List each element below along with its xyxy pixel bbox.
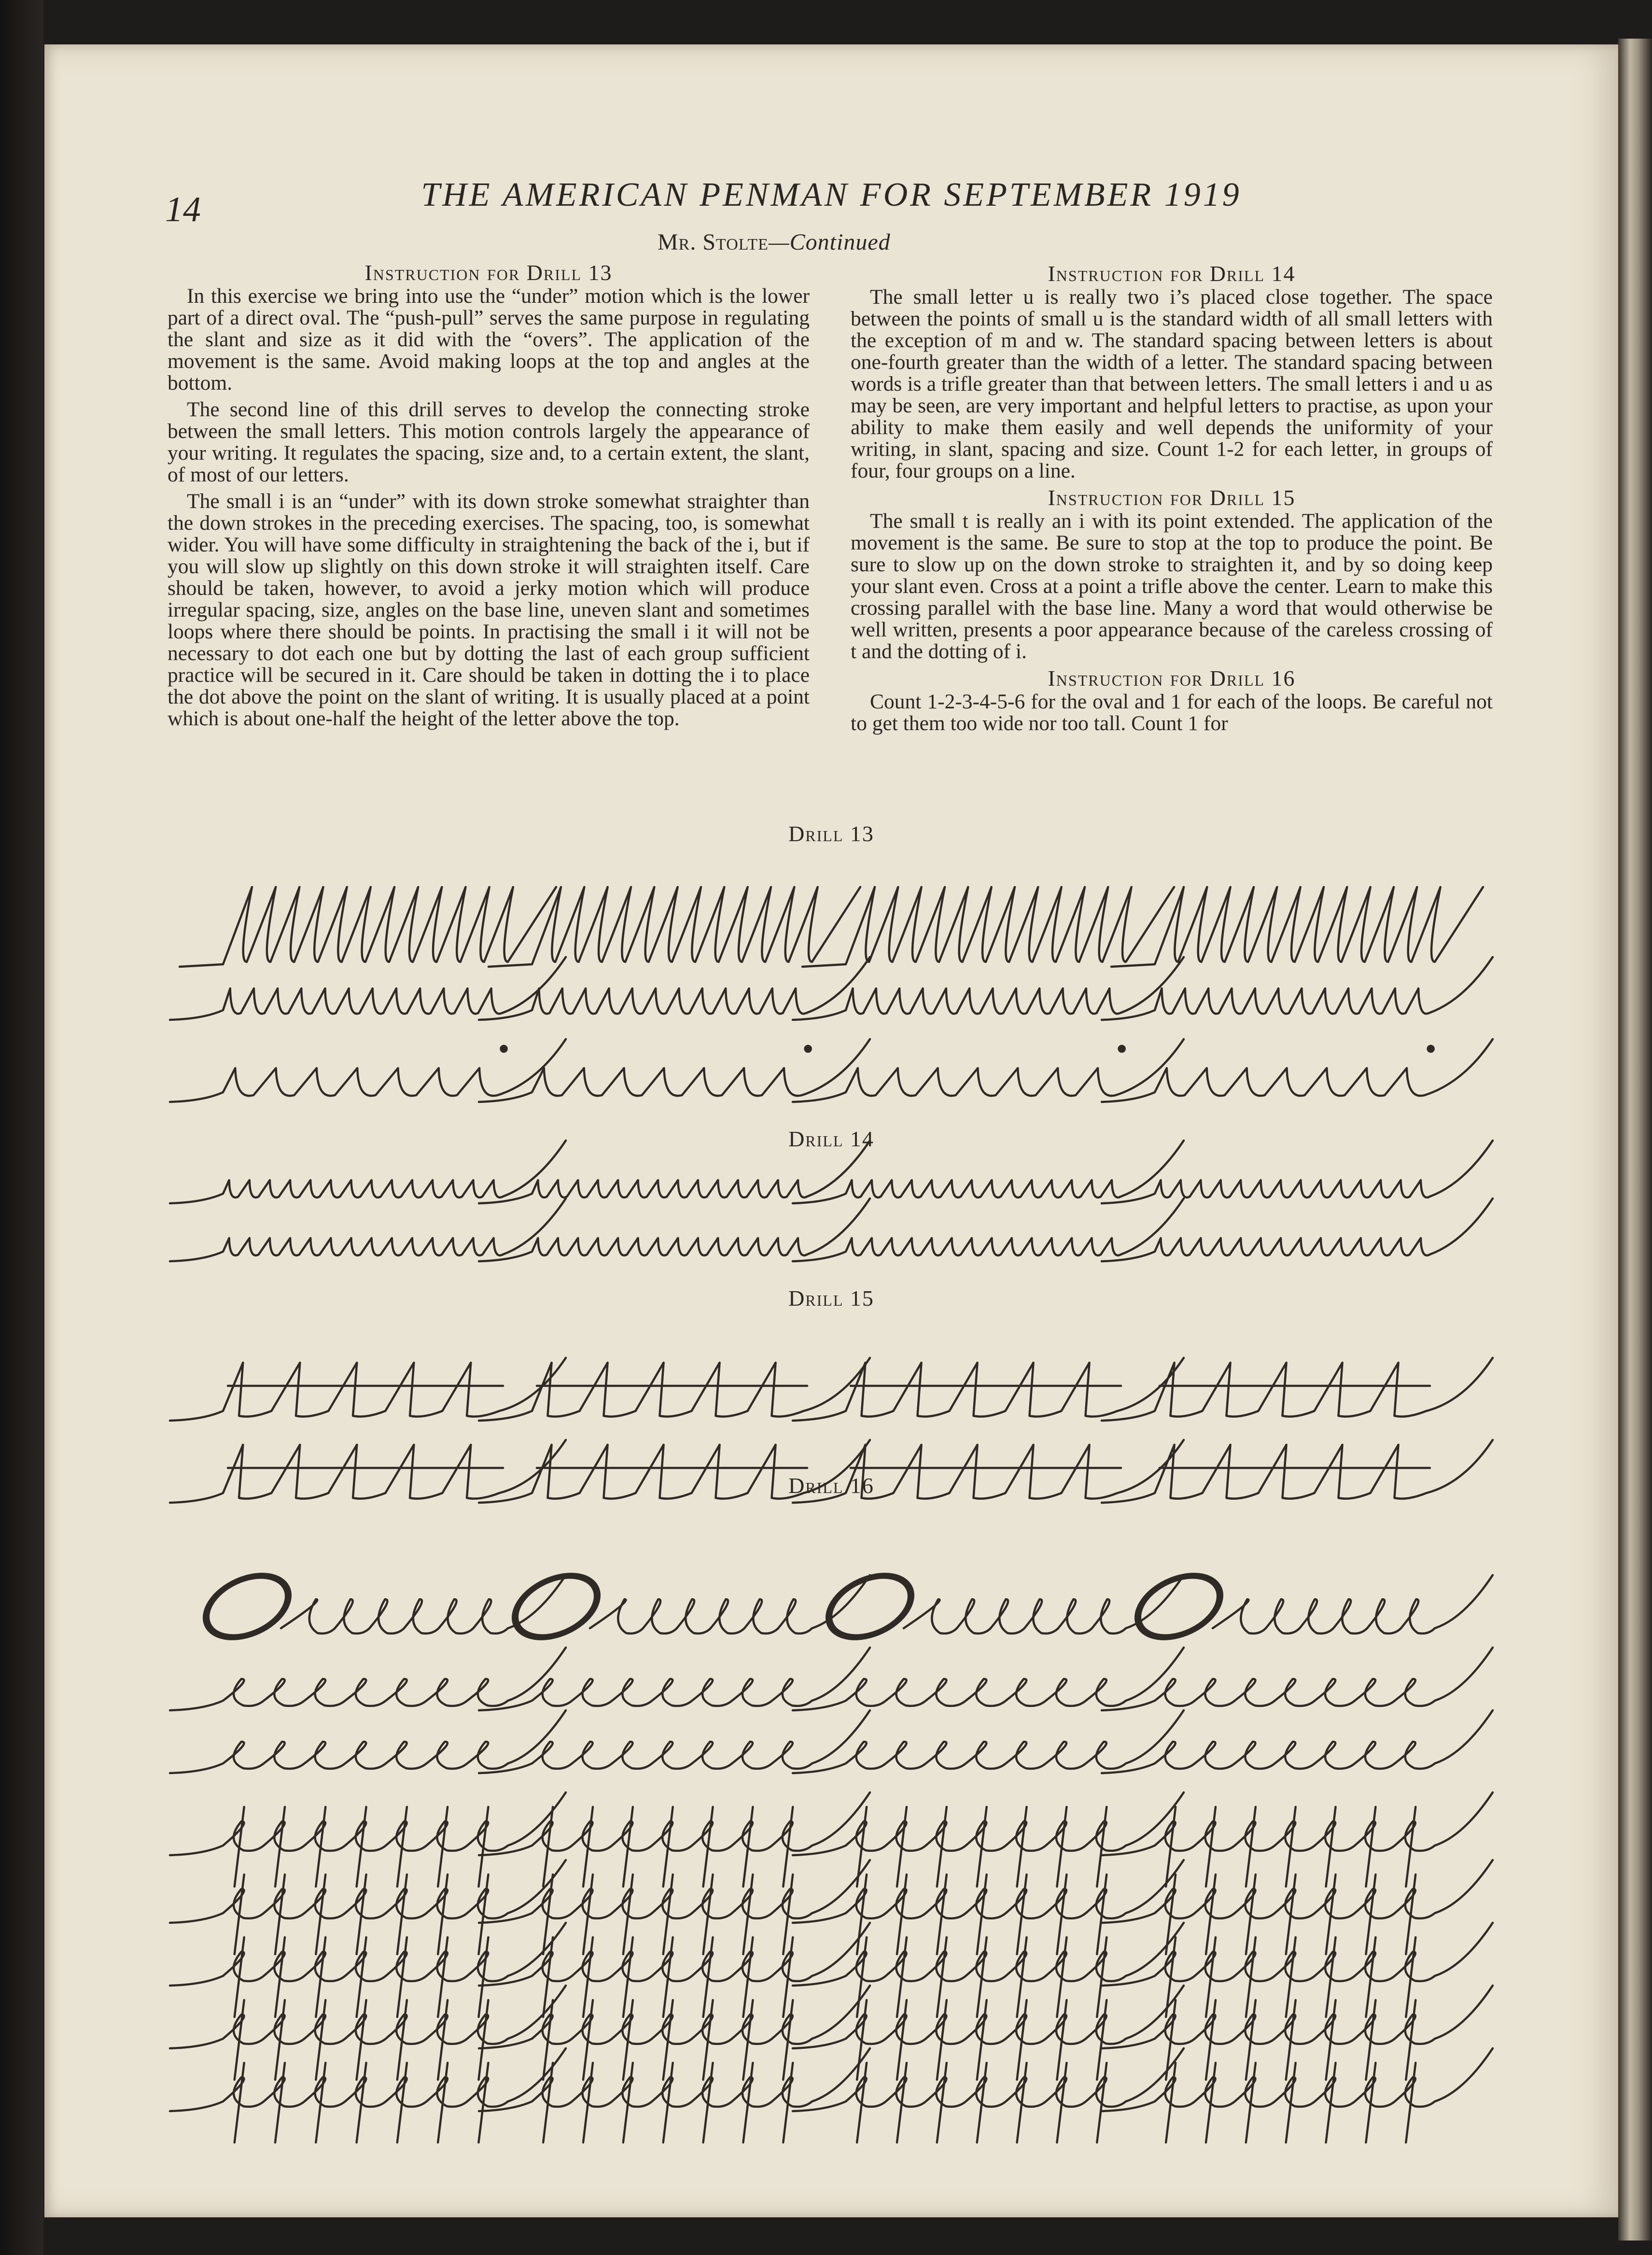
small-u-stroke [793,1198,1184,1261]
loop-stroke [479,1923,870,1986]
loop-stroke [1102,1792,1493,1855]
penmanship-drills [44,44,1618,2217]
paragraph: Count 1-2-3-4-5-6 for the oval and 1 for each of the loops. Be careful not to get them too wide nor too tall. Count 1 for [851,690,1493,735]
t-stroke [170,1440,566,1503]
section-heading: Instruction for Drill 13 [364,260,613,285]
small-u-stroke [1102,1198,1493,1261]
small-u-stroke [479,1141,870,1203]
small-e-stroke [170,1648,566,1710]
loop-stem [1206,1807,1216,1887]
small-u-stroke [793,1141,1184,1203]
loop-stroke [793,2048,1184,2111]
loop-stem [1057,1807,1066,1887]
loop-stroke [793,1986,1184,2048]
loop-stem [663,1807,673,1887]
loop-stroke [170,1923,566,1986]
loop-stroke [793,1792,1184,1855]
t-stroke [793,1358,1184,1421]
push-pull-stroke [802,887,1174,967]
paragraph: The small t is really an i with its point extended. The application of the movement is the same. Be sure to stop at the top to produce the point. Be sure to slow up on the down stroke to straighten it, and by so doing keep your slant even. Cross at a point a trifle above the center. Learn to make this crossing parallel with the base line. Many a word that would otherwise be well written, presents a poor appearance because of the careless crossing of t and the dotting of i. [851,509,1493,663]
small-u-stroke [170,1198,566,1261]
drill-13-label: Drill 13 [788,821,874,846]
push-pull-stroke [180,887,556,967]
book-binding-left [0,0,43,2255]
loop-stem [1246,1807,1256,1887]
loop-stroke [793,1860,1184,1923]
i-dot [1119,1046,1125,1052]
page-number: 14 [165,190,201,229]
loop-stem [275,1807,285,1887]
small-e-stroke [170,1710,566,1773]
loop-stem [316,1807,325,1887]
loop-stroke [479,2048,870,2111]
drill-16-label: Drill 16 [788,1473,874,1498]
loop-stroke [170,1792,566,1855]
loop-stem [1326,1807,1336,1887]
small-e-stroke [793,1648,1184,1710]
loop-stem [783,1807,793,1887]
paragraph: The small i is an “under” with its down stroke somewhat straighter than the down strokes in the preceding exercises. The spacing, too, is somewhat wider. You will have some difficulty in straightening the back of the i, but if you will slow up slightly on this down stroke it will straighten itself. Care should be taken, however, to avoid a jerky motion which will produce irregular spacing, size, angles on the base line, uneven slant and sometimes loops where there should be points. In practising the small i it will not be necessary to dot each one but by dotting the last of each group sufficient practice will be secured in it. Care should be taken in dotting the i to place the dot above the point on the slant of writing. It is usually placed at a point which is about one-half the height of the letter above the top. [168,490,810,730]
small-e-stroke [793,1710,1184,1773]
loop-stroke [793,1923,1184,1986]
t-stroke [1102,1358,1493,1421]
t-stroke [793,1440,1184,1503]
loop-stroke [170,2048,566,2111]
loop-stem [703,1807,713,1887]
loop-stem [235,1807,244,1887]
loop-stem [897,1807,907,1887]
small-e-stroke [479,1648,870,1710]
loop-stem [1017,1807,1027,1887]
loop-stroke [1102,1986,1493,2048]
i-dot [501,1046,507,1052]
i-dot [1428,1046,1434,1052]
loop-stem [357,1807,366,1887]
section-heading: Instruction for Drill 14 [1048,261,1296,286]
loop-stem [1097,1807,1106,1887]
small-e-stroke [479,1710,870,1773]
t-stroke [1102,1440,1493,1503]
loop-stem [583,1807,593,1887]
small-u-stroke [170,1141,566,1203]
loop-stem [937,1807,947,1887]
paragraph: The second line of this drill serves to develop the connecting stroke between the small letters. This motion controls largely the appearance of your writing. It regulates the spacing, size and, to a certain extent, the slant, of most of our letters. [168,398,810,486]
paragraph: The small letter u is really two i’s placed close together. The space between the points of small u is the standard width of all small letters with the exception of m and w. The standard spacing between letters is about one-fourth greater than the width of a letter. The standard spacing between words is a trifle greater than that between letters. The small letters i and u as may be seen, are very important and helpful letters to practise, as upon your ability to make them easily and well depends the uniformity of your writing, in slant, spacing and size. Count 1-2 for each letter, in groups of four, four groups on a line. [851,285,1493,482]
push-pull-stroke [489,887,860,967]
loop-stroke [479,1860,870,1923]
loop-stroke [1102,1923,1493,1986]
loop-stem [743,1807,753,1887]
loop-stem [397,1807,407,1887]
loop-stem [1406,1807,1415,1887]
oval-e-stroke [1213,1575,1493,1634]
paragraph: In this exercise we bring into use the “under” motion which is the lower part of a direct oval. The “push-pull” serves the same purpose in regulating the slant and size as it did with the “overs”. The application of the movement is the same. Avoid making loops at the top and angles at the bottom. [168,284,810,395]
author-name: Mr. Stolte [658,229,769,255]
loop-stem [1366,1807,1375,1887]
next-page-edge [1618,39,1652,2241]
loop-stroke [479,1986,870,2048]
loop-stroke [1102,1860,1493,1923]
magazine-page [44,44,1618,2217]
small-u-stroke [1102,1141,1493,1203]
section-heading: Instruction for Drill 16 [1048,666,1296,691]
loop-stem [438,1807,448,1887]
section-heading: Instruction for Drill 15 [1048,485,1296,510]
magazine-title: THE AMERICAN PENMAN FOR SEPTEMBER 1919 [421,176,1242,213]
loop-stem [1286,1807,1296,1887]
i-dot [805,1046,811,1052]
small-u-stroke [479,1198,870,1261]
loop-stem [623,1807,633,1887]
small-e-stroke [1102,1648,1493,1710]
loop-stroke [479,1792,870,1855]
continued-label: —Continued [768,229,891,255]
drill-14-label: Drill 14 [788,1127,874,1151]
loop-stem [977,1807,987,1887]
loop-stroke [170,1860,566,1923]
drill-15-label: Drill 15 [788,1286,874,1311]
loop-stem [478,1807,488,1887]
loop-stroke [1102,2048,1493,2111]
t-stroke [170,1358,566,1421]
under-stroke [1102,957,1493,1020]
oval-e-stroke [281,1575,566,1634]
loop-stroke [170,1986,566,2048]
small-e-stroke [1102,1710,1493,1773]
